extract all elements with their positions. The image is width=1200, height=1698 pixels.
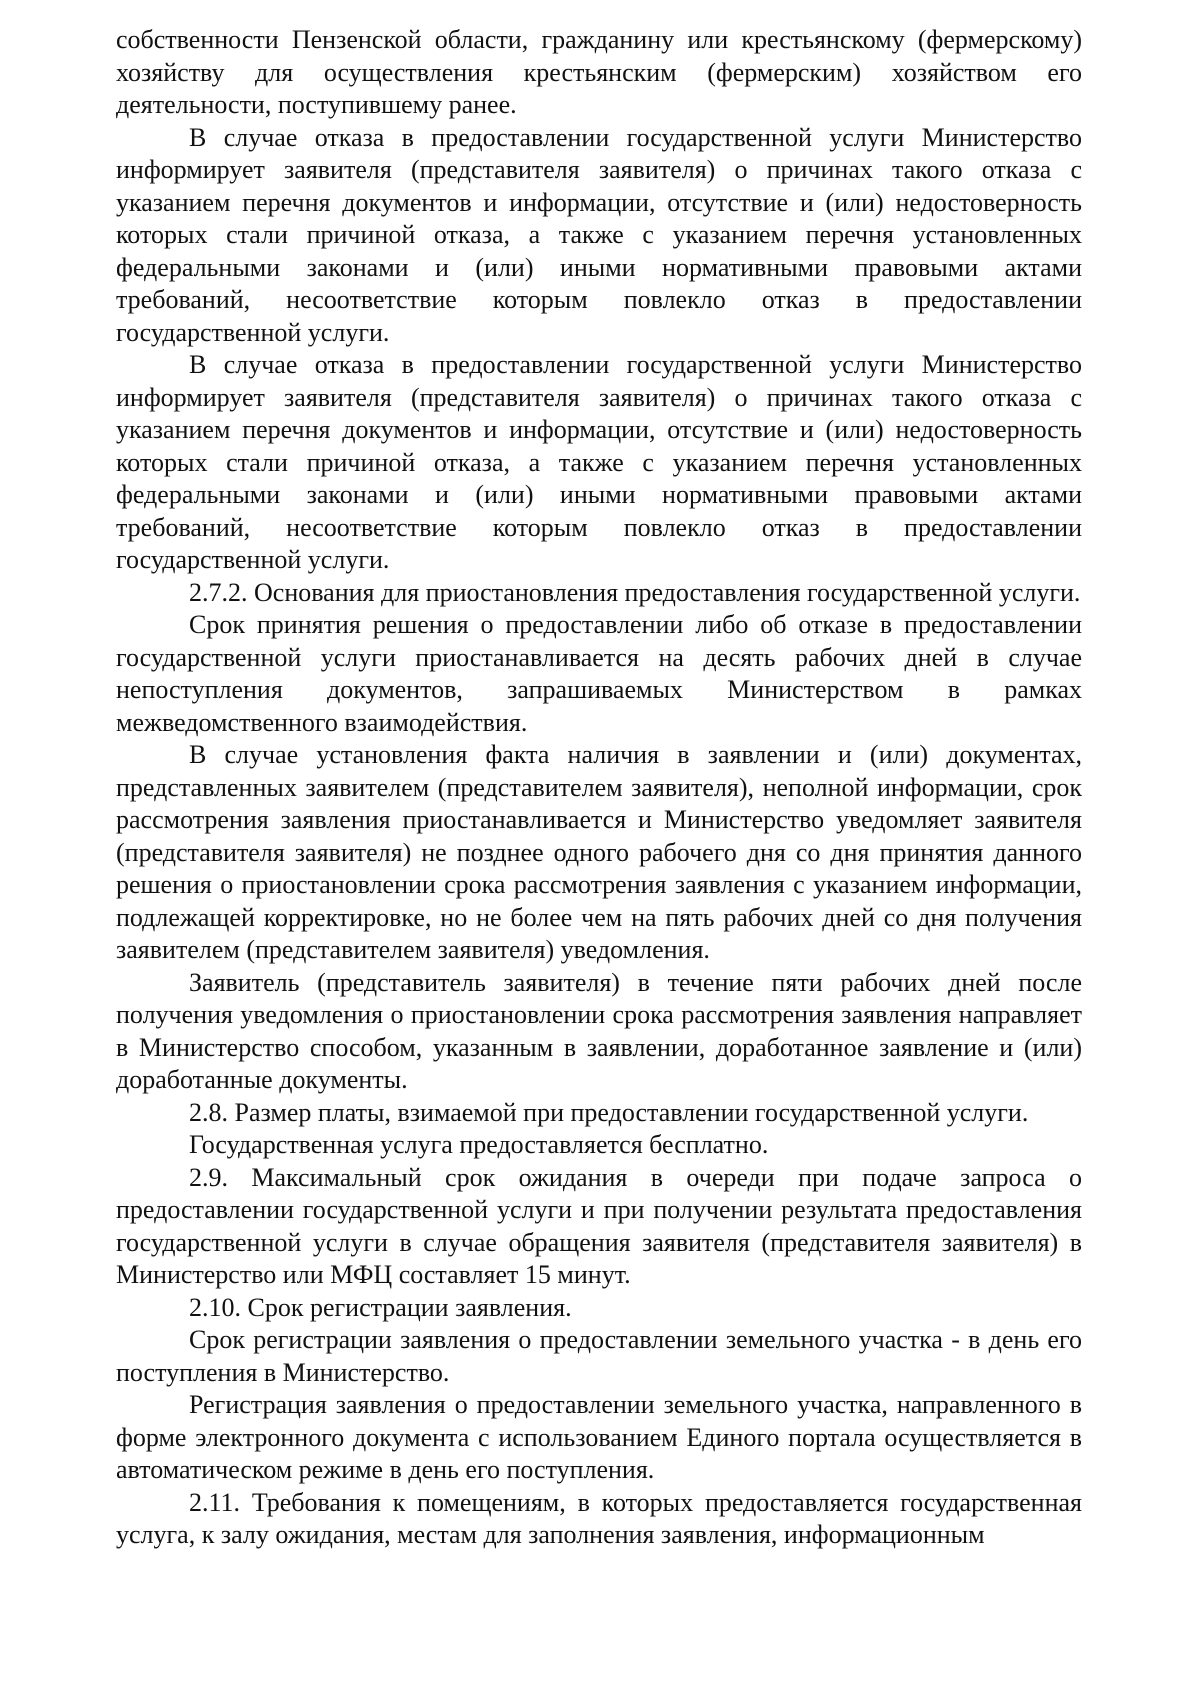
paragraph-section-2-10: 2.10. Срок регистрации заявления. (189, 1292, 572, 1322)
paragraph-electronic-registration: Регистрация заявления о предоставлении земельного участка, направленного в форме электронного документа с использованием Единого портала осуществляется в автоматическом режиме в день его поступления. (116, 1390, 1082, 1484)
document-body (116, 24, 1082, 1552)
paragraph-section-2-9: 2.9. Максимальный срок ожидания в очереди при подаче запроса о предоставлении государственной услуги и при получении результата предоставления государственной услуги в случае обращения заявителя (представителя заявителя) в Министерство или МФЦ составляет 15 минут. (116, 1162, 1082, 1289)
paragraph-decision-suspension: Срок принятия решения о предоставлении либо об отказе в предоставлении государственной услуги приостанавливается на десять рабочих дней в случае непоступления документов, запрашиваемых Министерством в рамках межведомственного взаимодействия. (116, 610, 1082, 737)
paragraph-incomplete-info: В случае установления факта наличия в заявлении и (или) документах, представленных заявителем (представителем заявителя), неполной информации, срок рассмотрения заявления приостанавливается и Министерство уведомляет заявителя (представителя заявителя) не позднее одного рабочего дня со дня принятия данного решения о приостановлении срока рассмотрения заявления с указанием информации, подлежащей корректировке, но не более чем на пять рабочих дней со дня получения заявителем (представителем заявителя) уведомления. (116, 740, 1082, 964)
paragraph-refusal-notice-2: В случае отказа в предоставлении государственной услуги Министерство информирует заявителя (представителя заявителя) о причинах такого отказа с указанием перечня документов и информации, отсутствие и (или) недостоверность которых стали причиной отказа, а также с указанием перечня установленных федеральными законами и (или) иными нормативными правовыми актами требований, несоответствие которым повлекло отказ в предоставлении государственной услуги. (116, 350, 1082, 574)
paragraph-section-2-11: 2.11. Требования к помещениям, в которых предоставляется государственная услуга, к залу ожидания, местам для заполнения заявления, информационным (116, 1487, 1082, 1549)
paragraph-section-2-7-2: 2.7.2. Основания для приостановления предоставления государственной услуги. (189, 577, 1081, 607)
paragraph-refusal-notice-1: В случае отказа в предоставлении государственной услуги Министерство информирует заявителя (представителя заявителя) о причинах такого отказа с указанием перечня документов и информации, отсутствие и (или) недостоверность которых стали причиной отказа, а также с указанием перечня установленных федеральными законами и (или) иными нормативными правовыми актами требований, несоответствие которым повлекло отказ в предоставлении государственной услуги. (116, 122, 1082, 347)
paragraph-continuation: собственности Пензенской области, гражданину или крестьянскому (фермерскому) хозяйству для осуществления крестьянским (фермерским) хозяйством его деятельности, поступившему ранее. (116, 25, 1082, 119)
paragraph-registration-term: Срок регистрации заявления о предоставлении земельного участка - в день его поступления в Министерство. (116, 1325, 1082, 1387)
paragraph-section-2-8: 2.8. Размер платы, взимаемой при предоставлении государственной услуги. (189, 1097, 1029, 1127)
paragraph-applicant-resubmit: Заявитель (представитель заявителя) в течение пяти рабочих дней после получения уведомления о приостановлении срока рассмотрения заявления направляет в Министерство способом, указанным в заявлении, доработанное заявление и (или) доработанные документы. (116, 967, 1082, 1094)
paragraph-free-service: Государственная услуга предоставляется бесплатно. (189, 1130, 769, 1159)
